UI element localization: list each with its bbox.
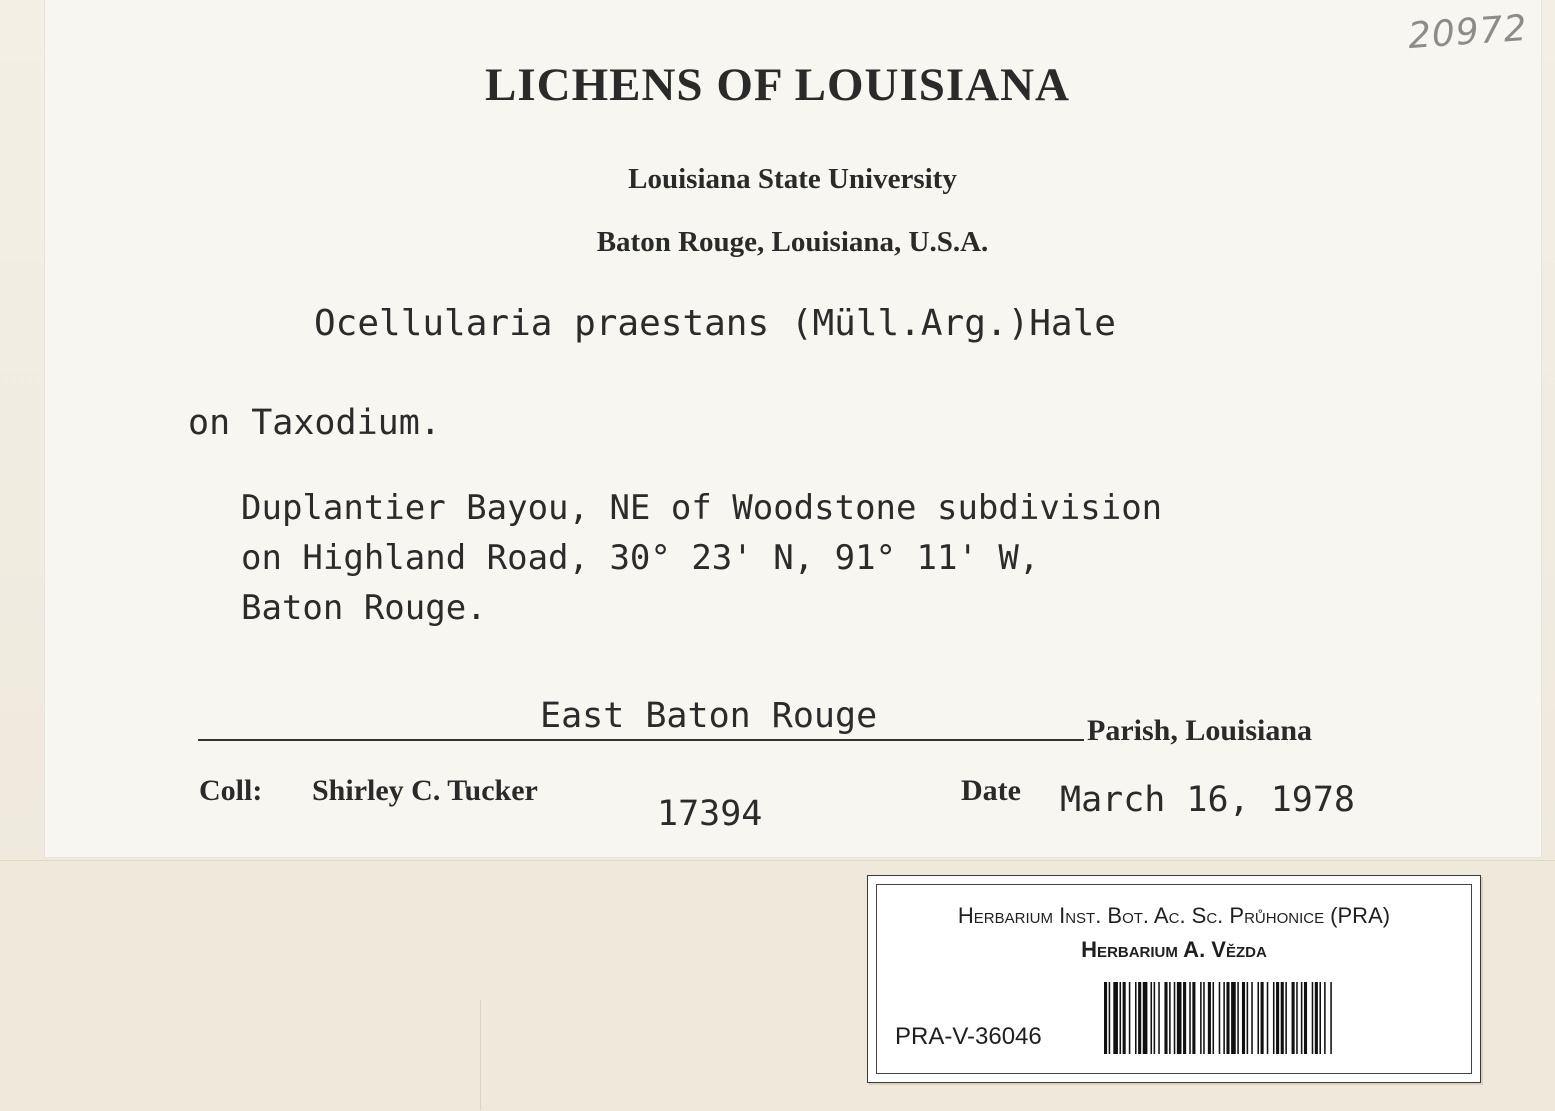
substrate-text: on Taxodium. <box>188 403 441 443</box>
barcode-bar <box>1113 982 1118 1054</box>
barcode-bar <box>1301 982 1303 1054</box>
barcode-bar <box>1330 982 1332 1054</box>
barcode-bar <box>1261 982 1264 1054</box>
barcode-bar <box>1183 982 1186 1054</box>
barcode-bar <box>1315 982 1318 1054</box>
barcode-bar <box>1247 982 1249 1054</box>
barcode-bar <box>1223 982 1225 1054</box>
herbarium-stamp-frame <box>876 884 1472 1074</box>
parish-label: Parish, Louisiana <box>1087 714 1313 747</box>
barcode-bar <box>1324 982 1326 1054</box>
barcode-bar <box>1242 982 1245 1054</box>
envelope-fold <box>480 1000 481 1110</box>
barcode-bar <box>1237 982 1239 1054</box>
barcode-bar <box>1276 982 1279 1054</box>
locality-line: on Highland Road, 30° 23' N, 91° 11' W, <box>241 538 1040 578</box>
barcode-icon <box>1102 982 1452 1054</box>
taxon-name: Ocellularia praestans (Müll.Arg.)Hale <box>314 303 1116 344</box>
barcode-bar <box>1120 982 1122 1054</box>
herbarium-collection: Herbarium A. Vězda <box>1081 937 1267 962</box>
barcode-bar <box>1219 982 1221 1054</box>
barcode-bar <box>1226 982 1229 1054</box>
herbarium-stamp <box>867 875 1481 1083</box>
locality-line: Baton Rouge. <box>241 588 487 628</box>
parish-underline <box>198 739 1084 741</box>
barcode-bar <box>1213 982 1215 1054</box>
barcode-bar <box>1154 982 1156 1054</box>
barcode-bar <box>1143 982 1148 1054</box>
date-label: Date <box>961 774 1021 807</box>
barcode-bar <box>1129 982 1131 1054</box>
barcode-bar <box>1203 982 1205 1054</box>
county-name: East Baton Rouge <box>540 696 878 736</box>
institution-name: Louisiana State University <box>628 163 957 195</box>
barcode-bar <box>1109 982 1111 1054</box>
barcode-bar <box>1151 982 1153 1054</box>
barcode-bar <box>1312 982 1314 1054</box>
barcode-bar <box>1135 982 1137 1054</box>
barcode-bar <box>1281 982 1284 1054</box>
barcode-bar <box>1257 982 1259 1054</box>
collection-number: 17394 <box>657 794 763 834</box>
barcode-bar <box>1177 982 1182 1054</box>
barcode-bar <box>1296 982 1298 1054</box>
barcode-bar <box>1123 982 1126 1054</box>
barcode-bar <box>1273 982 1275 1054</box>
barcode-bar <box>1174 982 1176 1054</box>
locality-text <box>241 483 1162 633</box>
barcode-bar <box>1200 982 1202 1054</box>
barcode-bar <box>1285 982 1287 1054</box>
barcode-bar <box>1138 982 1141 1054</box>
barcode-bar <box>1192 982 1195 1054</box>
barcode-bar <box>1208 982 1211 1054</box>
barcode-bar <box>1292 982 1295 1054</box>
collection-date: March 16, 1978 <box>1060 780 1356 820</box>
barcode-bar <box>1158 982 1160 1054</box>
barcode-bar <box>1164 982 1167 1054</box>
collector-name: Shirley C. Tucker <box>312 774 538 807</box>
label-title: LICHENS OF LOUISIANA <box>485 59 1070 111</box>
handwritten-number: 20972 <box>1406 7 1529 58</box>
institution-location: Baton Rouge, Louisiana, U.S.A. <box>596 226 989 258</box>
barcode-bar <box>1169 982 1171 1054</box>
barcode-bar <box>1304 982 1307 1054</box>
collector-label: Coll: <box>199 774 263 807</box>
barcode-bar <box>1267 982 1269 1054</box>
herbarium-institution: Herbarium Inst. Bot. Ac. Sc. Průhonice (PRA) <box>957 903 1391 928</box>
locality-line: Duplantier Bayou, NE of Woodstone subdivision <box>241 488 1163 528</box>
barcode-bar <box>1104 982 1107 1054</box>
barcode-bar <box>1251 982 1253 1054</box>
specimen-id: PRA-V-36046 <box>895 1023 1042 1050</box>
barcode-bar <box>1189 982 1191 1054</box>
barcode-bar <box>1319 982 1321 1054</box>
barcode-bar <box>1231 982 1236 1054</box>
